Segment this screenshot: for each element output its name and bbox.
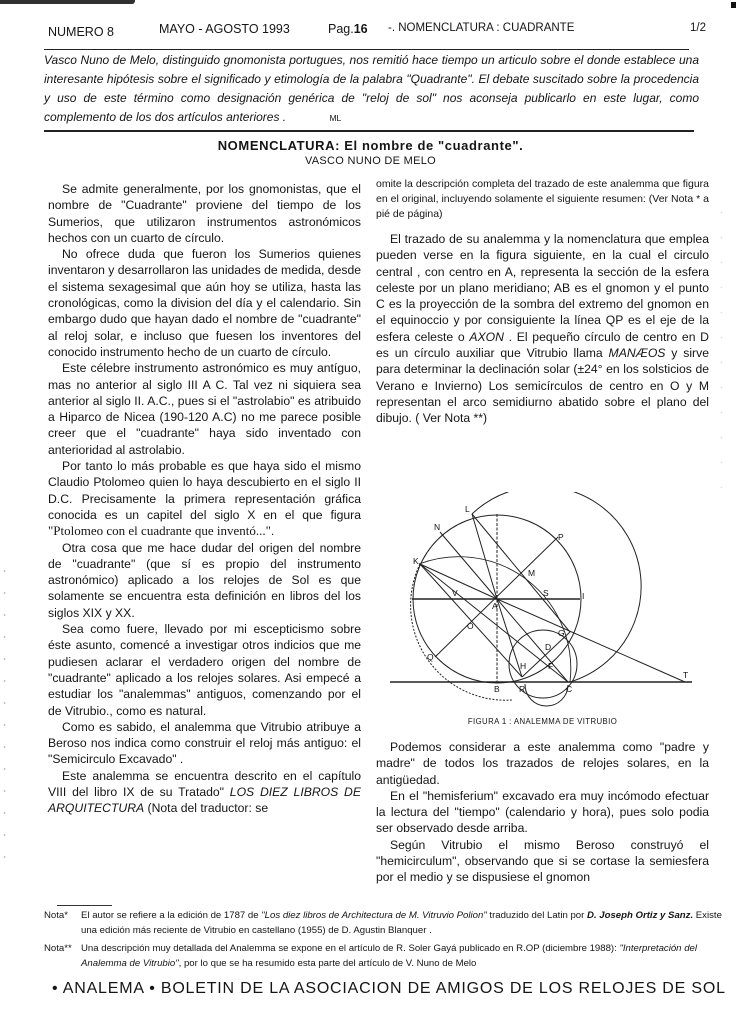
lower-arc (525, 684, 568, 706)
bulletin-footer: • ANALEMA • BOLETIN DE LA ASOCIACION DE AMIGOS DE LOS RELOJES DE SOL (52, 980, 726, 997)
paragraph (48, 768, 361, 817)
footnote-text: Una descripción muy detallada del Analemma se expone en el artículo de R. Soler Gayá publicado en R.OP (diciembre 1988): (81, 943, 620, 954)
footnote-translator: D. Joseph Ortiz y Sanz. (587, 910, 694, 921)
label-h: H (520, 661, 527, 671)
line-la (472, 514, 497, 599)
paragraph: Se admite generalmente, por los gnomonistas, que el nombre de "Cuadrante" proviene del tiempo de los Sumerios, que utilizaron instrumentos astronómicos hechos con un cuarto de círculo. (48, 182, 361, 245)
section-title: -. NOMENCLATURA : CUADRANTE (388, 22, 575, 34)
paragraph (48, 458, 361, 539)
label-d: D (545, 642, 552, 652)
label-c: C (566, 684, 573, 694)
issue-number: NUMERO 8 (48, 25, 114, 39)
page-header (44, 22, 706, 42)
page-prefix: Pag. (328, 22, 354, 36)
label-l: L (465, 504, 470, 514)
label-k: K (413, 556, 419, 566)
paragraph-text: y sirve para determinar la declinación solar (±24° en los solsticios de Verano e Invierno) Los semicírculos de centro en O y M representan el arco semidiurno abatido sobre el plano del dibujo. ( Ver Nota **) (376, 346, 709, 426)
scan-artifact-top (0, 0, 135, 4)
paragraph-text: El trazado de su analemma y la nomenclatura que emplea pueden verse en la figura siguiente, en la cual el circulo central , con centro en A, representa la sección de la esfera celeste por un plano meridiano; AB es el gnomon y el punto C es la proyección de la sombra del extremo del gnomon en el equinoccio y por consiguiente la línea QP es el eje de la esfera celeste o (376, 232, 709, 344)
footnote-mark: Nota* (44, 910, 68, 921)
intro-text: Vasco Nuno de Melo, distinguido gnomonista portugues, nos remitió hace tiempo un articulo sobre el donde establece una interesante hipótesis sobre el significado y etimología de la palabra "Quadrante". El debate suscitado sobre la procedencia y uso de este término como designación genérica de "reloj de sol" nos aconseja publicarlo en este lugar, como complemento de los dos artículos anteriores . (44, 53, 699, 124)
paragraph: Como es sabido, el analemma que Vitrubio atribuye a Beroso nos indica como construir el reloj más antiguo: el "Semicirculo Excavado" . (48, 719, 361, 767)
page-fraction: 1/2 (690, 22, 706, 34)
label-a: A (492, 601, 498, 611)
paragraph-text: . El pequeño círculo de centro en D es un círculo auxiliar que Vitrubio llama (376, 329, 709, 361)
label-t: T (683, 670, 689, 680)
label-s: S (543, 588, 549, 598)
footnote-text: traduzido del Latin por (486, 910, 588, 921)
footnote-text: El autor se refiere a la edición de 1787 de (81, 910, 262, 921)
issue-date: MAYO - AGOSTO 1993 (159, 22, 290, 36)
footnote-2 (44, 941, 724, 971)
paragraph: Podemos considerar a este analemma como "padre y madre" de todos los trazados de relojes solares, en la antigüedad. (376, 740, 709, 787)
paragraph-text: . (270, 524, 275, 539)
label-p: P (558, 532, 564, 542)
label-n: N (434, 522, 441, 532)
label-o: O (467, 621, 474, 631)
footnote-text: , por lo que se ha resumido esta parte del artículo de V. Nuno de Melo (178, 958, 477, 969)
left-column (48, 181, 361, 817)
paragraph-text: Por tanto lo más probable es que haya sido el mismo Claudio Ptolomeo quien lo haya descubierto en el siglo II D.C. Precisamente la primera representación gráfica conocida es un capitel del siglo X en el que figura (48, 459, 361, 522)
capital-quote: "Ptolomeo con el cuadrante que inventó..." (48, 523, 271, 539)
article-title: NOMENCLATURA: El nombre de "cuadrante". (217, 138, 524, 153)
editor-intro (44, 51, 699, 128)
scan-artifact-corner (731, 2, 736, 8)
paragraph: Otra cosa que me hace dudar del origen del nombre de "cuadrante" (que sí es propio del instrumento astronómico) aplicado a los relojes de Sol es que solamente se encuentra esta definición en libros del los siglos XIX y XX. (48, 540, 361, 620)
footnote-article-title: "Interpretación del Analemma de Vitrubio" (81, 943, 697, 969)
footnotes (44, 908, 724, 974)
label-m: M (528, 568, 536, 578)
label-v: V (452, 588, 458, 598)
footnote-book-title: "Los diez libros de Architectura de M. Vitruvio Polion" (261, 910, 487, 921)
line-ac (497, 599, 568, 682)
label-r: R (519, 684, 526, 694)
footnote-text: Existe una edición más reciente de Vitrubio en castellano (1955) de D. Agustin Blanquer . (81, 910, 722, 936)
translator-note: omite la descripción completa del trazado de este analemma que figura en el original, incluyendo solamente el siguiente resumen: (Ver Nota * a pié de página) (376, 178, 709, 220)
analemma-diagram (390, 492, 720, 712)
analemma-figure (390, 492, 720, 712)
footnote-rule (57, 905, 112, 906)
label-f: F (548, 661, 554, 671)
margin-scan-dots-right (720, 200, 723, 500)
right-column-continued (376, 739, 709, 886)
paragraph: Este célebre instrumento astronómico es muy antíguo, mas no anterior al siglo III A C. Tal vez ni siquiera sea anterior al siglo II. A.C., pues si el "astrolabio" es atribuido a Hiparco de Nicea (190-120 A.C) no me parece posible creer que el "cuadrante" haya sido inventado con anterioridad al astrolabio. (48, 361, 361, 457)
intro-signature: ML (329, 113, 342, 123)
paragraph-text: (Nota del traductor: se (144, 801, 269, 816)
label-b: B (494, 684, 500, 694)
line-na (440, 532, 497, 599)
footnote-1 (44, 908, 724, 938)
intro-rule (44, 130, 694, 132)
paragraph-text: Este analemma se encuentra descrito en el capítulo VIII del libro IX de su Tratado" (48, 768, 361, 799)
label-g: G (558, 628, 565, 638)
page-number: 16 (353, 22, 368, 36)
right-column (376, 177, 709, 427)
term-axon: AXON (469, 329, 504, 344)
label-q: Q (427, 652, 434, 662)
page-number-label (328, 22, 368, 36)
line-ka (420, 564, 497, 599)
paragraph (376, 231, 709, 427)
article-author: VASCO NUNO DE MELO (304, 155, 437, 167)
paragraph: En el "hemisferium" excavado era muy incómodo efectuar la lectura del "tiempo" (calendario y hora), pues solo podia ser observado desde arriba. (376, 788, 709, 836)
margin-scan-dots-left (3, 560, 6, 860)
figure-caption: FIGURA 1 : ANALEMMA DE VITRUBIO (467, 717, 618, 726)
footnote-mark: Nota** (44, 943, 72, 954)
paragraph: No ofrece duda que fueron los Sumerios quienes inventaron y desarrollaron las unidades de medida, desde el sistema sexagesimal que aún hoy se utiliza, hasta las cronológicas, como la division del día y el calendario. Sin embargo dudo que hayan dado el nombre de "cuadrante" al reloj solar, e incluso que fuesen los inventores del conocido instrumento hecho de un cuarto de círculo. (48, 247, 362, 359)
paragraph: Según Vitrubio el mismo Beroso construyó el "hemicirculum", observando que si se cortase la semiesfera por el medio y se dispusiese el gnomon (376, 837, 709, 885)
term-manaeos: MANÆOS (608, 346, 666, 361)
line-gh (522, 632, 570, 677)
line-kc (420, 564, 568, 682)
book-title: LOS DIEZ LIBROS DE ARQUITECTURA (48, 784, 361, 816)
paragraph: Sea como fuere, llevado por mi escepticismo sobre éste asunto, comencé a investigar otros indicios que me pudiesen aclarar el verdadero origen del nombre de "cuadrante" aplicado a los relojes solares. Asi empecé a estudiar los "analemmas" antiguos, comenzando por el de Vitrubio., como es natural. (48, 622, 361, 718)
label-i: I (582, 591, 585, 601)
line-lg (472, 514, 570, 632)
